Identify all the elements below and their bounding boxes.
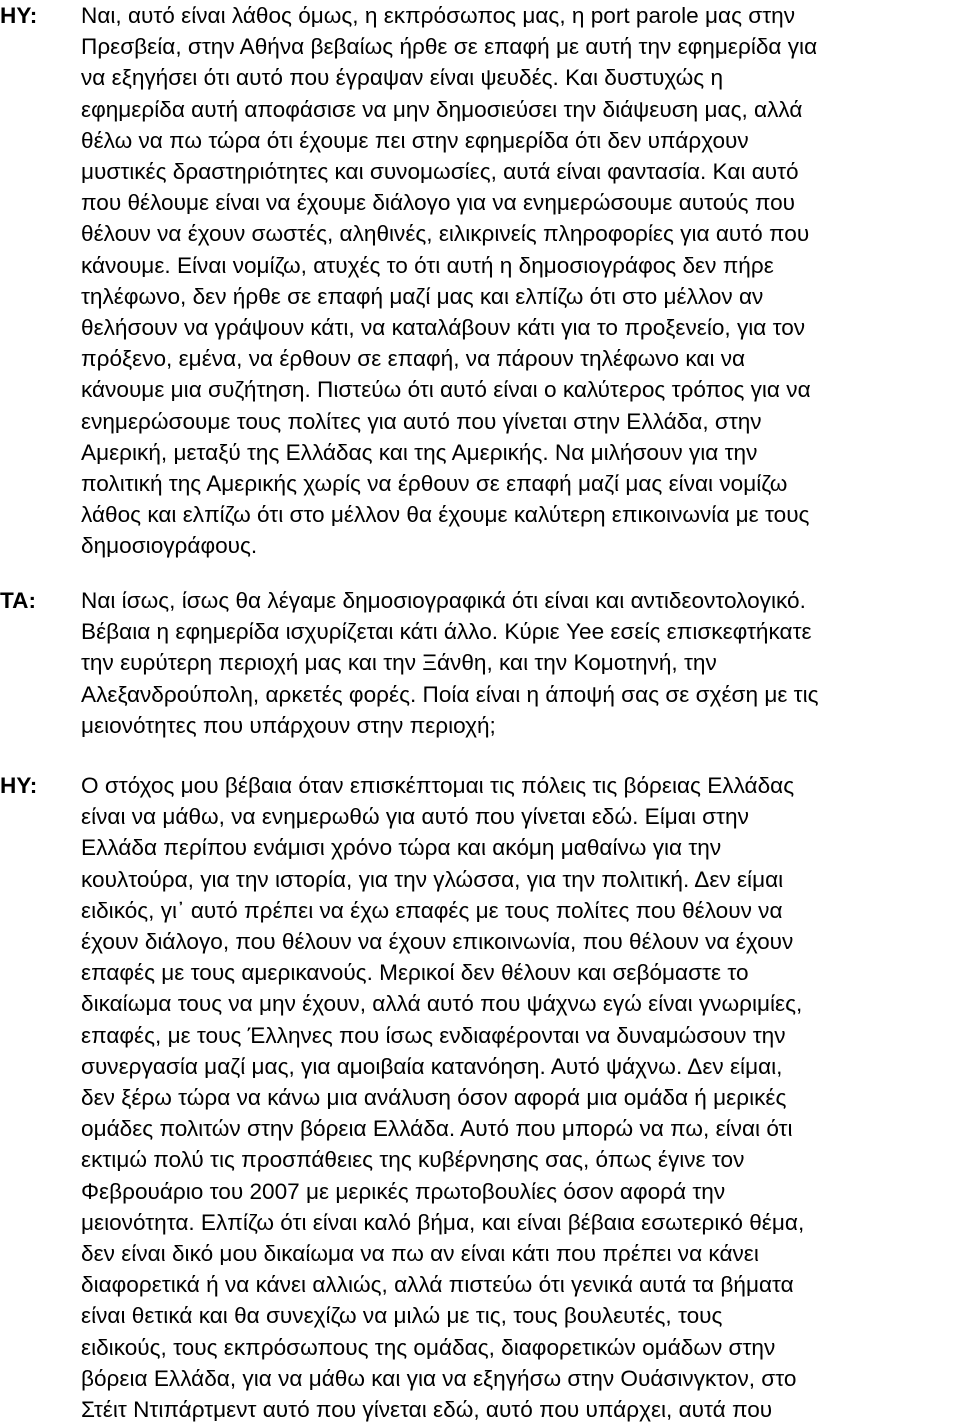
text-line: είναι θετικά και θα συνεχίζω να μιλώ με τις, τους βουλευτές, τους	[81, 1303, 723, 1329]
text-line: επαφές με τους αμερικανούς. Μερικοί δεν θέλουν και σεβόμαστε το	[81, 960, 749, 986]
text-line: μειονότητα. Ελπίζω ότι είναι καλό βήμα, και είναι βέβαια εσωτερικό θέμα,	[81, 1209, 805, 1235]
speech-paragraph	[81, 585, 960, 741]
text-line: ενημερώσουμε τους πολίτες για αυτό που γίνεται στην Ελλάδα, στην	[81, 408, 762, 434]
speech-paragraph	[81, 770, 960, 1425]
text-line: κάνουμε μια συζήτηση. Πιστεύω ότι αυτό είναι ο καλύτερος τρόπος για να	[81, 377, 811, 403]
text-line: θέλουν να έχουν σωστές, αληθινές, ειλικρινείς πληροφορίες για αυτό που	[81, 221, 810, 247]
text-line: δικαίωμα τους να μην έχουν, αλλά αυτό που ψάχνω εγώ είναι γνωριμίες,	[81, 991, 803, 1017]
text-line: είναι να μάθω, να ενημερωθώ για αυτό που γίνεται εδώ. Είμαι στην	[81, 804, 749, 830]
text-line: την ευρύτερη περιοχή μας και την Ξάνθη, και την Κομοτηνή, την	[81, 650, 717, 676]
text-line: επαφές, με τους Έλληνες που ίσως ενδιαφέρονται να δυναμώσουν την	[81, 1022, 786, 1048]
text-line: πρόξενο, εμένα, να έρθουν σε επαφή, να πάρουν τηλέφωνο και να	[81, 346, 746, 372]
text-line: έχουν διάλογο, που θέλουν να έχουν επικοινωνία, που θέλουν να έχουν	[81, 929, 794, 955]
text-line: Ελλάδα περίπου ενάμισι χρόνο τώρα και ακόμη μαθαίνω για την	[81, 835, 722, 861]
text-line: εκτιμώ πολύ τις προσπάθειες της κυβέρνησης σας, όπως έγινε τον	[81, 1147, 745, 1173]
text-line: ομάδες πολιτών στην βόρεια Ελλάδα. Αυτό που μπορώ να πω, είναι ότι	[81, 1116, 793, 1142]
text-line: βόρεια Ελλάδα, για να μάθω και για να εξηγήσω στην Ουάσινγκτον, στο	[81, 1365, 797, 1391]
text-line: Ναι, αυτό είναι λάθος όμως, η εκπρόσωπος μας, η port parole μας στην	[81, 3, 795, 28]
text-line: λάθος και ελπίζω ότι στο μέλλον θα έχουμε καλύτερη επικοινωνία με τους	[81, 502, 810, 528]
speaker-label: HY:	[0, 773, 38, 798]
text-line: κουλτούρα, για την ιστορία, για την γλώσσα, για την πολιτική. Δεν είμαι	[81, 866, 784, 892]
speaker-label: ΤΑ:	[0, 588, 36, 613]
text-line: δεν ξέρω τώρα να κάνω μια ανάλυση όσον αφορά μια ομάδα ή μερικές	[81, 1085, 787, 1111]
text-line: θέλω να πω τώρα ότι έχουμε πει στην εφημερίδα ότι δεν υπάρχουν	[81, 127, 749, 153]
text-line: Αμερική, μεταξύ της Ελλάδας και της Αμερικής. Να μιλήσουν για την	[81, 439, 758, 465]
text-line: Αλεξανδρούπολη, αρκετές φορές. Ποία είναι η άποψή σας σε σχέση με τις	[81, 681, 819, 707]
text-line: να εξηγήσει ότι αυτό που έγραψαν είναι ψευδές. Και δυστυχώς η	[81, 65, 724, 91]
speaker-label: HY:	[0, 3, 38, 28]
text-line: δεν είναι δικό μου δικαίωμα να πω αν είναι κάτι που πρέπει να κάνει	[81, 1241, 759, 1267]
speech-paragraph	[81, 0, 960, 562]
text-line: Φεβρουάριο του 2007 με μερικές πρωτοβουλίες όσον αφορά την	[81, 1178, 726, 1204]
text-line: Στέιτ Ντιπάρτμεντ αυτό που γίνεται εδώ, αυτό που υπάρχει, αυτά που	[81, 1397, 773, 1423]
text-line: κάνουμε. Είναι νομίζω, ατυχές το ότι αυτή η δημοσιογράφος δεν πήρε	[81, 252, 774, 278]
text-line: εφημερίδα αυτή αποφάσισε να μην δημοσιεύσει την διάψευση μας, αλλά	[81, 96, 803, 122]
text-line: μειονότητες που υπάρχουν στην περιοχή;	[81, 712, 496, 738]
text-line: Βέβαια η εφημερίδα ισχυρίζεται κάτι άλλο. Κύριε Yee εσείς επισκεφτήκατε	[81, 619, 812, 645]
text-line: ειδικός, γι᾽ αυτό πρέπει να έχω επαφές με τους πολίτες που θέλουν να	[81, 897, 783, 923]
text-line: συνεργασία μαζί μας, για αμοιβαία κατανόηση. Αυτό ψάχνω. Δεν είμαι,	[81, 1053, 783, 1079]
text-line: μυστικές δραστηριότητες και συνομωσίες, αυτά είναι φαντασία. Και αυτό	[81, 159, 799, 185]
text-line: θελήσουν να γράψουν κάτι, να καταλάβουν κάτι για το προξενείο, για τον	[81, 315, 806, 341]
text-line: τηλέφωνο, δεν ήρθε σε επαφή μαζί μας και ελπίζω ότι στο μέλλον αν	[81, 283, 764, 309]
text-line: δημοσιογράφους.	[81, 533, 258, 559]
text-line: πολιτική της Αμερικής χωρίς να έρθουν σε επαφή μαζί μας είναι νομίζω	[81, 471, 788, 497]
text-line: που θέλουμε είναι να έχουμε διάλογο για να ενημερώσουμε αυτούς που	[81, 190, 796, 216]
text-line: διαφορετικά ή να κάνει αλλιώς, αλλά πιστεύω ότι γενικά αυτά τα βήματα	[81, 1272, 794, 1298]
text-line: Ναι ίσως, ίσως θα λέγαμε δημοσιογραφικά ότι είναι και αντιδεοντολογικό.	[81, 588, 806, 613]
text-line: Ο στόχος μου βέβαια όταν επισκέπτομαι τις πόλεις τις βόρειας Ελλάδας	[81, 773, 795, 798]
text-line: ειδικούς, τους εκπρόσωπους της ομάδας, διαφορετικών ομάδων στην	[81, 1334, 776, 1360]
text-line: Πρεσβεία, στην Αθήνα βεβαίως ήρθε σε επαφή με αυτή την εφημερίδα για	[81, 34, 818, 60]
